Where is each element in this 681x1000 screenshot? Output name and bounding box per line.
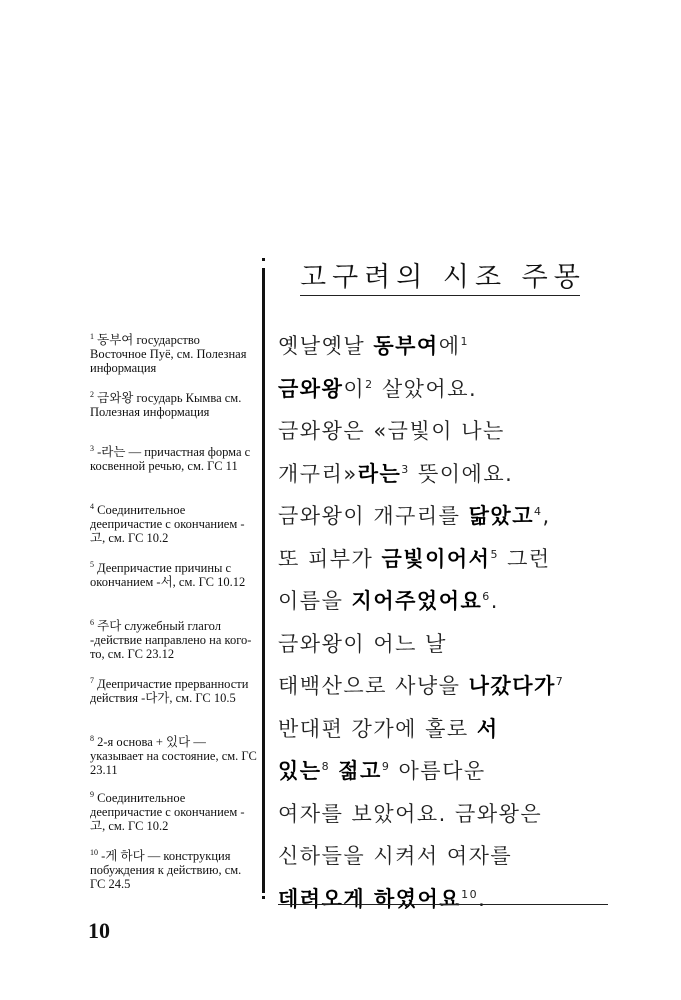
footnote-ref: 6	[482, 590, 491, 603]
footnote-6	[90, 616, 258, 661]
text-run: 그런	[498, 546, 551, 571]
text-line	[278, 755, 486, 785]
glossed-word: 동부여	[373, 334, 439, 358]
glossed-word: 닮았고	[468, 504, 534, 528]
footnote-text: Соединительное деепричастие с окончанием -고, см. ГС 10.2	[90, 503, 245, 546]
footnote-text: 동부여 государство Восточное Пуё, см. Полезная информация	[90, 333, 247, 376]
rule-top-dot	[262, 258, 265, 261]
text-line	[278, 373, 477, 403]
footnote-ref: 7	[555, 675, 565, 688]
footnote-number: 6	[90, 618, 94, 627]
glossed-word: 금와왕	[278, 376, 344, 401]
footnote-number: 8	[90, 734, 94, 743]
footnote-3	[90, 442, 258, 473]
footnote-text: 주다 служебный глагол -действие направлено на кого-то, см. ГС 23.12	[90, 619, 252, 662]
footnote-ref: 4	[534, 505, 543, 518]
title-underline	[300, 295, 580, 296]
footnote-7	[90, 674, 258, 705]
text-line	[278, 415, 505, 445]
footnote-number: 10	[90, 848, 98, 857]
glossed-word: 나갔다가	[468, 674, 556, 698]
footnote-4	[90, 500, 258, 545]
text-line	[278, 628, 447, 658]
text-run: .	[490, 589, 499, 613]
footnote-number: 9	[90, 790, 94, 799]
footnote-ref: 5	[490, 547, 499, 561]
text-run: .	[478, 886, 487, 911]
text-run: 금와왕이 개구리를	[278, 504, 469, 528]
text-run: 뜻이에요.	[409, 461, 514, 486]
footnote-number: 4	[90, 502, 94, 511]
footnote-8	[90, 732, 258, 777]
text-run: 반대편 강가에 홀로	[278, 716, 477, 741]
footnote-5	[90, 558, 258, 589]
text-line	[278, 713, 499, 743]
footnote-ref: 2	[365, 377, 374, 391]
page-title: 고구려의 시조 주몽	[300, 262, 586, 293]
footnote-10	[90, 846, 258, 891]
text-line	[278, 458, 513, 488]
text-line	[278, 500, 551, 530]
glossed-word: 지어주었어요	[351, 589, 483, 613]
text-run: 옛날옛날	[278, 334, 374, 358]
glossed-word: 젊고	[338, 759, 382, 783]
glossed-word: 있는	[278, 759, 322, 783]
footnote-ref: 9	[381, 760, 391, 773]
text-line	[278, 798, 542, 828]
footnote-number: 7	[90, 676, 94, 685]
footnote-text: -게 하다 — конструкция побуждения к действию, см. ГС 24.5	[90, 849, 242, 892]
text-line	[278, 670, 564, 700]
text-run: 신하들을 시켜서 여자를	[278, 844, 513, 868]
text-run: 개구리»	[278, 461, 358, 486]
page-number: 10	[88, 918, 110, 943]
footnote-text: -라는 — причастная форма с косвенной речью, см. ГС 11	[90, 445, 251, 474]
footnote-text: 2-я основа + 있다 — указывает на состояние, см. ГС 23.11	[90, 735, 257, 778]
text-run: 살았어요.	[373, 376, 478, 401]
footnote-number: 1	[90, 332, 94, 341]
glossed-word: 라는	[357, 461, 402, 486]
text-line	[278, 883, 486, 913]
glossed-word: 서	[476, 716, 499, 741]
glossed-word: 데려오게 하였어요	[278, 886, 462, 911]
text-line	[278, 330, 469, 360]
footnote-ref: 1	[460, 335, 469, 348]
text-run: ,	[542, 504, 551, 528]
text-line	[278, 585, 499, 615]
text-run: 이	[343, 376, 366, 401]
footnote-2	[90, 388, 258, 419]
footnote-1	[90, 330, 258, 375]
text-bottom-rule	[278, 904, 608, 905]
footnote-ref: 3	[401, 462, 410, 476]
footnote-number: 5	[90, 560, 94, 569]
footnote-text: 금와왕 государь Кымва см. Полезная информация	[90, 391, 242, 420]
text-run: 에	[438, 334, 461, 358]
footnote-number: 3	[90, 444, 94, 453]
text-line	[278, 840, 512, 870]
footnote-text: Деепричастие причины с окончанием -서, см. ГС 10.12	[90, 561, 246, 590]
footnote-ref: 10	[461, 887, 479, 901]
footnote-number: 2	[90, 390, 94, 399]
text-run: 금와왕이 어느 날	[278, 631, 447, 656]
text-run: 아름다운	[390, 759, 486, 783]
text-run: 또 피부가	[278, 546, 382, 571]
footnote-ref: 8	[321, 760, 331, 773]
footnote-text: Соединительное деепричастие с окончанием -고, см. ГС 10.2	[90, 791, 245, 834]
footnote-text: Деепричастие прерванности действия -다가, см. ГС 10.5	[90, 677, 249, 706]
text-run: 태백산으로 사냥을	[278, 674, 469, 698]
margin-vertical-rule	[262, 268, 265, 893]
text-run: 금와왕은 «금빛이 나는	[278, 419, 505, 443]
text-run: 이름을	[278, 589, 352, 613]
footnote-9	[90, 788, 258, 833]
text-line	[278, 543, 551, 573]
rule-bottom-dot	[262, 896, 265, 899]
glossed-word: 금빛이어서	[381, 546, 491, 571]
text-run: 여자를 보았어요. 금와왕은	[278, 801, 543, 826]
